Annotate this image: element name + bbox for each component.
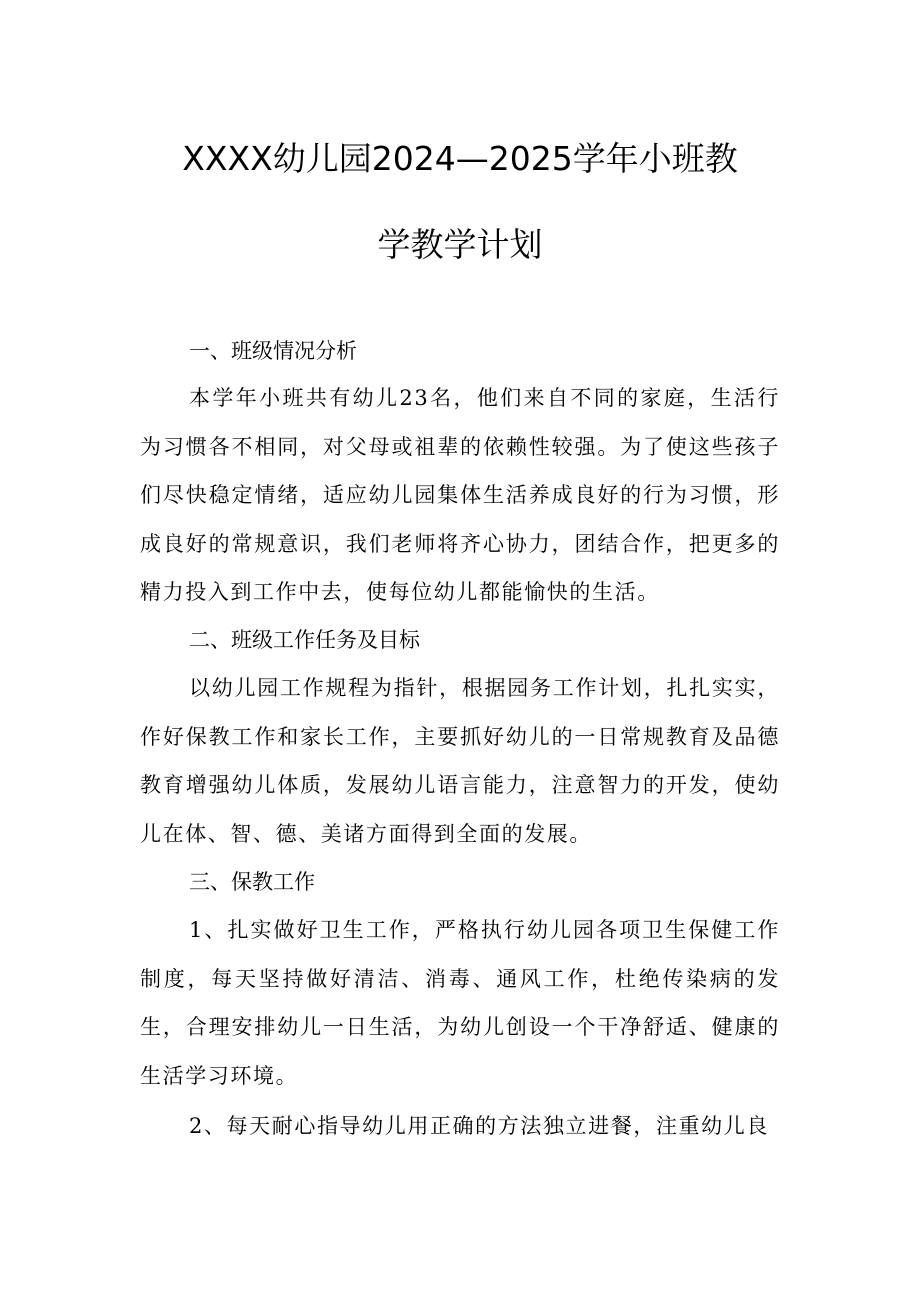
section-heading-class-analysis: 一、班级情况分析	[189, 339, 357, 363]
paragraph-care-item-2: 2、每天耐心指导幼儿用正确的方法独立进餐，注重幼儿良	[189, 1114, 769, 1138]
document-title-line-2: 学教学计划	[377, 225, 543, 264]
paragraph-care-item-1: 1、扎实做好卫生工作，严格执行幼儿园各项卫生保健工作制度，每天坚持做好清洁、消毒、通风工作，杜绝传染病的发生，合理安排幼儿一日生活，为幼儿创设一个干净舒适、健康的生活学习环境。	[140, 918, 780, 1088]
paragraph-tasks-goals: 以幼儿园工作规程为指针，根据园务工作计划，扎扎实实，作好保教工作和家长工作，主要抓好幼儿的一日常规教育及品德教育增强幼儿体质，发展幼儿语言能力，注意智力的开发，使幼儿在体、智、德、美诸方面得到全面的发展。	[140, 676, 780, 846]
document-title-line-1: XXXX幼儿园2024—2025学年小班教	[182, 139, 738, 178]
section-heading-tasks-goals: 二、班级工作任务及目标	[189, 628, 420, 652]
section-heading-care-education: 三、保教工作	[189, 870, 315, 894]
paragraph-class-analysis: 本学年小班共有幼儿23名，他们来自不同的家庭，生活行为习惯各不相同，对父母或祖辈的依赖性较强。为了使这些孩子们尽快稳定情绪，适应幼儿园集体生活养成良好的行为习惯，形成良好的常规意识，我们老师将齐心协力，团结合作，把更多的精力投入到工作中去，使每位幼儿都能愉快的生活。	[140, 386, 780, 604]
